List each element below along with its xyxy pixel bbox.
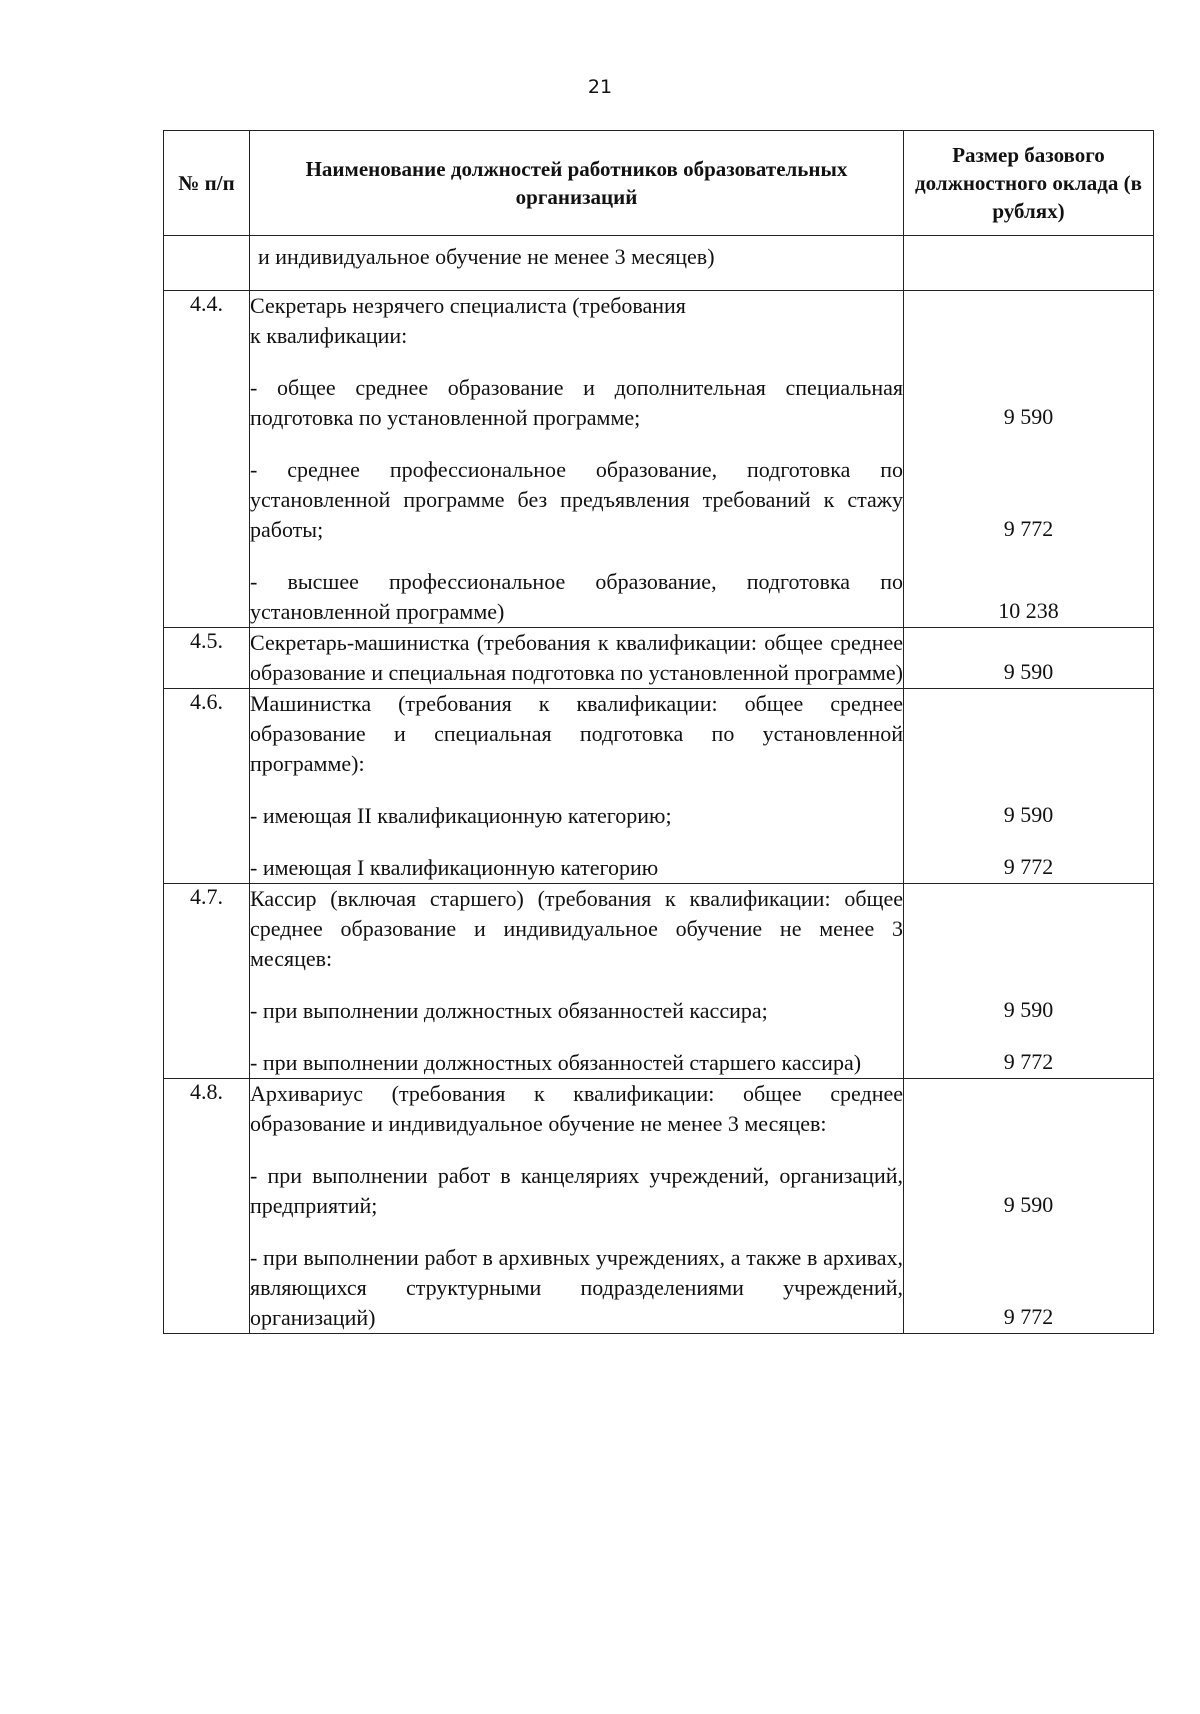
table-body xyxy=(164,236,1154,1334)
requirement-item: - при выполнении работ в архивных учреждениях, а также в архивах, являющихся структурными подразделениями учреждений, организаций) xyxy=(250,1245,903,1330)
row-number-cell xyxy=(164,236,250,291)
requirement-item: - высшее профессиональное образование, подготовка по установленной программе) xyxy=(250,569,903,624)
row-description xyxy=(250,1079,904,1334)
row-description xyxy=(250,291,904,628)
position-title-line: Кассир (включая старшего) (требования к квалификации: общее среднее образование и индивидуальное обучение не менее 3 месяцев: xyxy=(250,886,903,971)
position-title-line: к квалификации: xyxy=(250,323,408,348)
row-salary xyxy=(904,291,1154,628)
row-number: 4.8. xyxy=(164,1079,250,1334)
page-number: 21 xyxy=(587,76,613,98)
table-row xyxy=(164,689,1154,884)
requirement-item: Секретарь-машинистка (требования к квалификации: общее среднее образование и специальная подготовка по установленной программе) xyxy=(250,630,903,685)
position-title xyxy=(250,689,903,779)
salary-value: 9 772 xyxy=(1003,1303,1054,1329)
header-number: № п/п xyxy=(164,131,250,236)
row-number: 4.7. xyxy=(164,884,250,1079)
row-description xyxy=(250,884,904,1079)
header-position-title: Наименование должностей работников образовательных организаций xyxy=(250,131,904,236)
salary-table xyxy=(163,130,1154,1334)
row-number: 4.5. xyxy=(164,628,250,689)
requirement-item: - общее среднее образование и дополнительная специальная подготовка по установленной программе; xyxy=(250,375,903,430)
row-salary xyxy=(904,1079,1154,1334)
position-title-line: Машинистка (требования к квалификации: общее среднее образование и специальная подготовка по установленной программе): xyxy=(250,691,903,776)
salary-value: 9 590 xyxy=(1003,801,1054,827)
table-row-continuation xyxy=(164,236,1154,291)
salary-value: 9 772 xyxy=(1003,1048,1054,1074)
table-row xyxy=(164,291,1154,628)
salary-value: 9 590 xyxy=(1003,403,1054,429)
requirement-item: - имеющая II квалификационную категорию; xyxy=(250,803,672,828)
position-title-line: Архивариус (требования к квалификации: общее среднее образование и индивидуальное обучение не менее 3 месяцев: xyxy=(250,1081,903,1136)
table-row xyxy=(164,1079,1154,1334)
table-row xyxy=(164,884,1154,1079)
table-header xyxy=(164,131,1154,236)
requirement-item: - при выполнении должностных обязанностей кассира; xyxy=(250,998,768,1023)
position-title-line: Секретарь незрячего специалиста (требования xyxy=(250,293,686,318)
table-row xyxy=(164,628,1154,689)
salary-value: 9 772 xyxy=(1003,515,1054,541)
salary-value: 9 590 xyxy=(1003,996,1054,1022)
position-title xyxy=(250,884,903,974)
row-description xyxy=(250,628,904,689)
salary-value: 9 590 xyxy=(1003,658,1054,684)
row-salary xyxy=(904,884,1154,1079)
position-title xyxy=(250,1079,903,1139)
row-salary-cell xyxy=(904,236,1154,291)
salary-value: 9 772 xyxy=(1003,853,1054,879)
requirement-item: - имеющая I квалификационную категорию xyxy=(250,855,659,880)
continuation-text: и индивидуальное обучение не менее 3 месяцев) xyxy=(250,236,904,291)
row-description xyxy=(250,689,904,884)
requirement-item: - среднее профессиональное образование, подготовка по установленной программе без предъявления требований к стажу работы; xyxy=(250,457,903,542)
row-salary xyxy=(904,689,1154,884)
requirement-item: - при выполнении должностных обязанностей старшего кассира) xyxy=(250,1050,862,1075)
salary-value: 9 590 xyxy=(1003,1191,1054,1217)
row-number: 4.4. xyxy=(164,291,250,628)
row-salary xyxy=(904,628,1154,689)
position-title xyxy=(250,291,903,351)
header-base-salary: Размер базового должностного оклада (в рублях) xyxy=(904,131,1154,236)
salary-value: 10 238 xyxy=(998,597,1059,623)
requirement-item: - при выполнении работ в канцеляриях учреждений, организаций, предприятий; xyxy=(250,1163,903,1218)
row-number: 4.6. xyxy=(164,689,250,884)
